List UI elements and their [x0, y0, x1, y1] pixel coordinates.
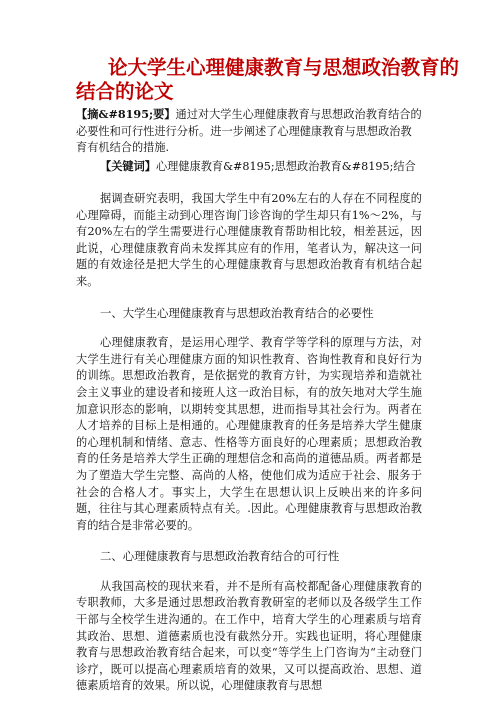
title-line-2: 结合的论文	[76, 80, 174, 103]
section-1-paragraph: 心理健康教育，是运用心理学、教育学等学科的原理与方法，对大学生进行有关心理健康方面的知识性教育、咨询性教育和良好行为的训练。思想政治教育，是依据党的教育方针，为实现培养和造就社会主义事业的建设者和接班人这一政治目标，有的放矢地对大学生施加意识形态的影响，以期转变其思想，进而指导其社会行为。两者在人才培养的目标上是相通的。心理健康教育的任务是培养大学生健康的心理机制和情绪、意志、性格等方面良好的心理素质；思想政治教育的任务是培养大学生正确的理想信念和高尚的道德品质。两者都是为了塑造大学生完整、高尚的人格，使他们成为适应于社会、服务于社会的合格人才。事实上，大学生在思想认识上反映出来的许多问题，往往与其心理素质特点有关。.因此。心理健康教育与思想政治教育的结合是非常必要的。	[76, 336, 422, 532]
keywords	[76, 158, 422, 176]
section-2-paragraph: 从我国高校的现状来看，并不是所有高校都配备心理健康教育的专职教师，大多是通过思想政治教育教研室的老师以及各级学生工作干部与全校学生进沟通的。在工作中，培育大学生的心理素质与培育其政治、思想、道德素质也没有截然分开。实践也证明，将心理健康教育与思想政治教育结合起来，可以变“等学生上门咨询为“主动登门诊疗，既可以提高心理素质培育的效果，又可以提高政治、思想、道德素质培育的效果。所以说，心理健康教育与思想	[76, 579, 422, 693]
section-2-heading: 二、心理健康教育与思想政治教育结合的可行性	[100, 549, 340, 564]
document-page	[76, 56, 460, 695]
keywords-text: 心理健康教育&#8195;思想政治教育&#8195;结合	[155, 159, 416, 173]
keywords-label: 【关键词】	[100, 158, 156, 173]
title-line-1: 论大学生心理健康教育与思想政治教育的	[108, 56, 460, 79]
article-title	[76, 56, 460, 104]
intro-paragraph: 据调查研究表明，我国大学生中有20%左右的人存在不同程度的心理障碍，而能主动到心理咨询门诊咨询的学生却只有1%～2%，与有20%左右的学生需要进行心理健康教育帮助相比较，相差甚远，因此说，心理健康教育尚未发挥其应有的作用，笔者认为，解决这一问题的有效途径是把大学生的心理健康教育与思想政治教育有机结合起来。	[76, 192, 422, 288]
section-1-heading: 一、大学生心理健康教育与思想政治教育结合的必要性	[100, 305, 374, 320]
abstract	[76, 106, 422, 157]
abstract-text: 通过对大学生心理健康教育与思想政治教育结合的必要性和可行性进行分析。进一步阐述了心理健康教育与思想政治教育有机结合的措施.	[76, 108, 422, 154]
abstract-label: 【摘&#8195;要】	[76, 107, 176, 121]
